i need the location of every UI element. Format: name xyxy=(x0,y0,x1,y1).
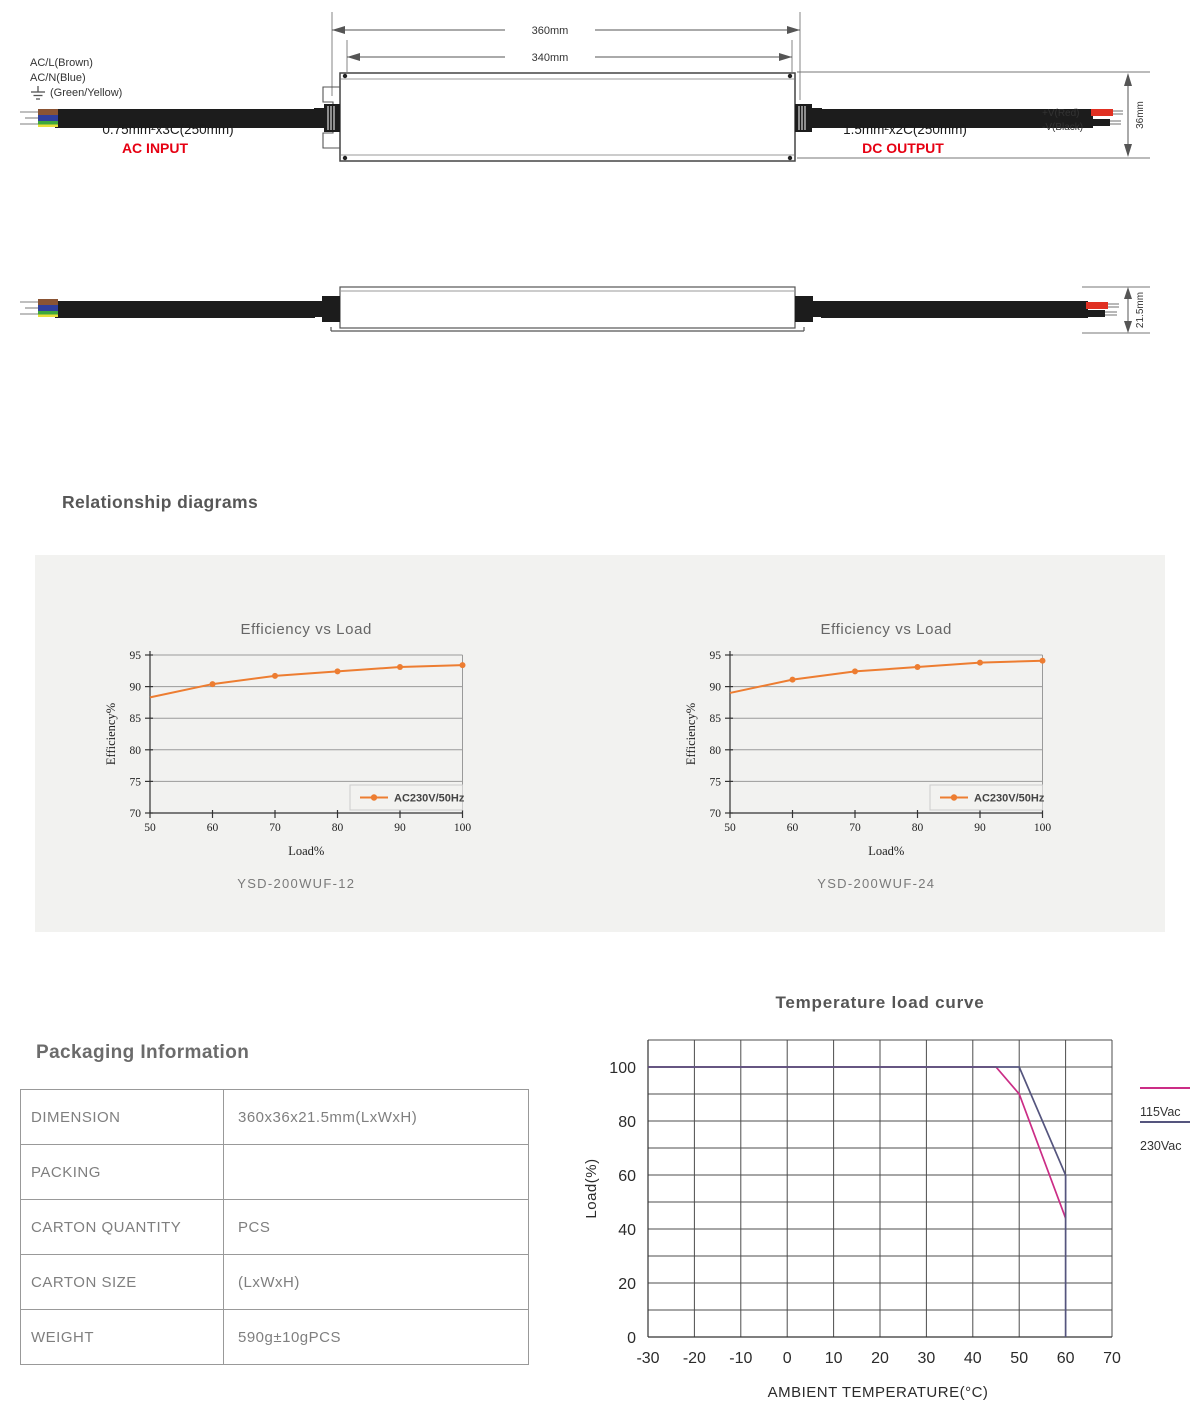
svg-text:50: 50 xyxy=(144,822,156,834)
svg-text:100: 100 xyxy=(453,822,472,834)
series-AC230V/50Hz xyxy=(730,658,1046,693)
data-point xyxy=(790,677,796,683)
dim-body-length-label: 340mm xyxy=(531,52,569,64)
svg-text:70: 70 xyxy=(269,822,281,834)
efficiency-chart-24 xyxy=(670,610,1090,900)
arrowhead xyxy=(347,53,360,61)
dc-output-label: DC OUTPUT xyxy=(862,140,944,156)
gridlines xyxy=(150,655,463,813)
model-caption: YSD-200WUF-24 xyxy=(817,876,936,891)
svg-text:70: 70 xyxy=(849,822,861,834)
svg-text:70: 70 xyxy=(129,808,141,820)
row-label: PACKING xyxy=(21,1145,224,1200)
dc-cable-spec: 1.5mm²x2C(250mm) xyxy=(843,122,967,137)
chart-title: Efficiency vs Load xyxy=(240,621,372,638)
svg-text:90: 90 xyxy=(709,681,721,694)
chart-title: Temperature load curve xyxy=(775,993,985,1012)
svg-text:90: 90 xyxy=(394,822,406,834)
svg-text:80: 80 xyxy=(911,822,924,834)
svg-text:70: 70 xyxy=(1103,1350,1121,1367)
y-axis-label: Efficiency% xyxy=(104,702,118,766)
dc-wire-tips-side xyxy=(1086,302,1119,317)
svg-text:20: 20 xyxy=(871,1350,889,1367)
table-row xyxy=(21,1310,529,1365)
dim-width-label: 36mm xyxy=(1135,101,1146,129)
ac-wire-label-2: AC/N(Blue) xyxy=(30,72,86,84)
svg-text:60: 60 xyxy=(618,1168,636,1185)
svg-text:60: 60 xyxy=(1056,1350,1075,1367)
dim-overall-length-label: 360mm xyxy=(531,25,569,37)
svg-text:10: 10 xyxy=(824,1350,843,1367)
legend-label: AC230V/50Hz xyxy=(974,792,1045,805)
dc-cable-gland-side xyxy=(795,296,823,322)
dc-plus-label: +V(Red) xyxy=(1042,108,1080,119)
data-point xyxy=(915,664,921,670)
svg-text:85: 85 xyxy=(709,713,721,726)
row-label: WEIGHT xyxy=(21,1310,224,1365)
ac-cable-spec: 0.75mm²x3C(250mm) xyxy=(102,122,234,137)
gridlines xyxy=(648,1040,1112,1337)
series-115Vac xyxy=(648,1067,1066,1218)
svg-text:-20: -20 xyxy=(682,1350,706,1367)
ac-cable-side xyxy=(55,301,315,318)
data-point xyxy=(210,681,216,687)
psu-body-side xyxy=(331,287,804,331)
arrowhead xyxy=(332,26,345,34)
svg-text:60: 60 xyxy=(206,822,219,834)
data-point xyxy=(397,664,403,670)
svg-text:70: 70 xyxy=(709,808,721,820)
data-point xyxy=(977,660,983,666)
svg-text:40: 40 xyxy=(618,1222,636,1239)
dc-cable-side xyxy=(821,301,1088,318)
dimension-21-5 xyxy=(1124,287,1132,333)
temperature-load-chart xyxy=(560,985,1200,1410)
legend xyxy=(930,785,1045,810)
y-axis-label: Load(%) xyxy=(583,1158,600,1219)
data-point xyxy=(852,668,858,674)
svg-text:100: 100 xyxy=(1033,822,1052,834)
svg-text:0: 0 xyxy=(782,1350,792,1367)
data-point xyxy=(272,673,278,679)
svg-text:20: 20 xyxy=(618,1276,636,1293)
legend xyxy=(350,785,465,810)
x-axis-label: Load% xyxy=(868,844,905,858)
dc-cable-gland xyxy=(795,104,822,132)
technical-drawing xyxy=(0,0,1200,420)
ac-wire-tips-side xyxy=(20,299,58,317)
y-axis-label: Efficiency% xyxy=(684,702,698,766)
svg-text:0: 0 xyxy=(627,1330,636,1347)
dc-minus-label: -V(Black) xyxy=(1042,122,1084,133)
legend-label: 230Vac xyxy=(1140,1139,1182,1153)
row-label: CARTON QUANTITY xyxy=(21,1200,224,1255)
ac-input-label: AC INPUT xyxy=(121,140,189,156)
row-value: 360x36x21.5mm(LxWxH) xyxy=(224,1090,529,1145)
relationship-heading: Relationship diagrams xyxy=(62,492,259,512)
gridlines xyxy=(730,655,1043,813)
psu-body-front xyxy=(340,73,795,161)
svg-text:80: 80 xyxy=(709,744,721,757)
svg-text:60: 60 xyxy=(786,822,799,834)
chart xyxy=(104,621,471,891)
efficiency-chart-12 xyxy=(90,610,510,900)
extension-lines xyxy=(332,12,1150,333)
ac-cable-gland xyxy=(314,104,340,132)
row-label: CARTON SIZE xyxy=(21,1255,224,1310)
ground-icon xyxy=(31,86,45,99)
legend xyxy=(1140,1088,1190,1153)
axes xyxy=(130,650,472,834)
data-point xyxy=(335,668,341,674)
chart-title: Efficiency vs Load xyxy=(820,621,952,638)
packaging-table xyxy=(20,1089,529,1365)
svg-text:40: 40 xyxy=(963,1350,982,1367)
ac-wire-label-3: (Green/Yellow) xyxy=(50,87,123,99)
table-row xyxy=(21,1145,529,1200)
packaging-table-body xyxy=(21,1090,529,1365)
model-caption: YSD-200WUF-12 xyxy=(237,876,356,891)
svg-text:85: 85 xyxy=(129,713,141,726)
ac-wire-label-1: AC/L(Brown) xyxy=(30,57,93,69)
svg-text:95: 95 xyxy=(129,650,141,662)
row-value: 590g±10gPCS xyxy=(224,1310,529,1365)
packaging-heading: Packaging Information xyxy=(36,1042,250,1063)
row-label: DIMENSION xyxy=(21,1090,224,1145)
svg-text:90: 90 xyxy=(129,681,141,694)
data-point xyxy=(460,662,466,668)
dimension-36 xyxy=(1124,73,1132,157)
svg-text:-30: -30 xyxy=(636,1350,660,1367)
table-row xyxy=(21,1200,529,1255)
table-row xyxy=(21,1255,529,1310)
x-axis-label: Load% xyxy=(288,844,325,858)
svg-text:90: 90 xyxy=(974,822,986,834)
dc-wire-tips xyxy=(1091,109,1123,126)
x-axis-label: AMBIENT TEMPERATURE(°C) xyxy=(767,1384,989,1401)
legend-label: AC230V/50Hz xyxy=(394,792,465,805)
ac-cable-gland-side xyxy=(314,296,340,322)
series-AC230V/50Hz xyxy=(150,662,466,697)
svg-text:95: 95 xyxy=(709,650,721,662)
arrowhead xyxy=(787,26,800,34)
svg-text:-10: -10 xyxy=(729,1350,753,1367)
series-line xyxy=(730,661,1043,693)
svg-text:30: 30 xyxy=(917,1350,936,1367)
arrowhead xyxy=(779,53,792,61)
svg-text:80: 80 xyxy=(618,1114,636,1131)
table-row xyxy=(21,1090,529,1145)
row-value xyxy=(224,1145,529,1200)
svg-text:50: 50 xyxy=(1010,1350,1029,1367)
ac-wire-tips xyxy=(20,109,58,127)
chart xyxy=(684,621,1051,891)
chart xyxy=(583,993,1190,1401)
svg-text:75: 75 xyxy=(709,776,721,789)
row-value: PCS xyxy=(224,1200,529,1255)
series-line xyxy=(150,665,463,697)
axes xyxy=(710,650,1052,834)
svg-text:100: 100 xyxy=(609,1060,636,1077)
row-value: (LxWxH) xyxy=(224,1255,529,1310)
dim-height-label: 21.5mm xyxy=(1135,291,1146,329)
svg-text:50: 50 xyxy=(724,822,736,834)
svg-text:80: 80 xyxy=(129,744,141,757)
svg-text:80: 80 xyxy=(331,822,344,834)
svg-text:75: 75 xyxy=(129,776,141,789)
axis-labels xyxy=(609,1060,1121,1367)
data-point xyxy=(1040,658,1046,664)
legend-label: 115Vac xyxy=(1140,1105,1181,1119)
